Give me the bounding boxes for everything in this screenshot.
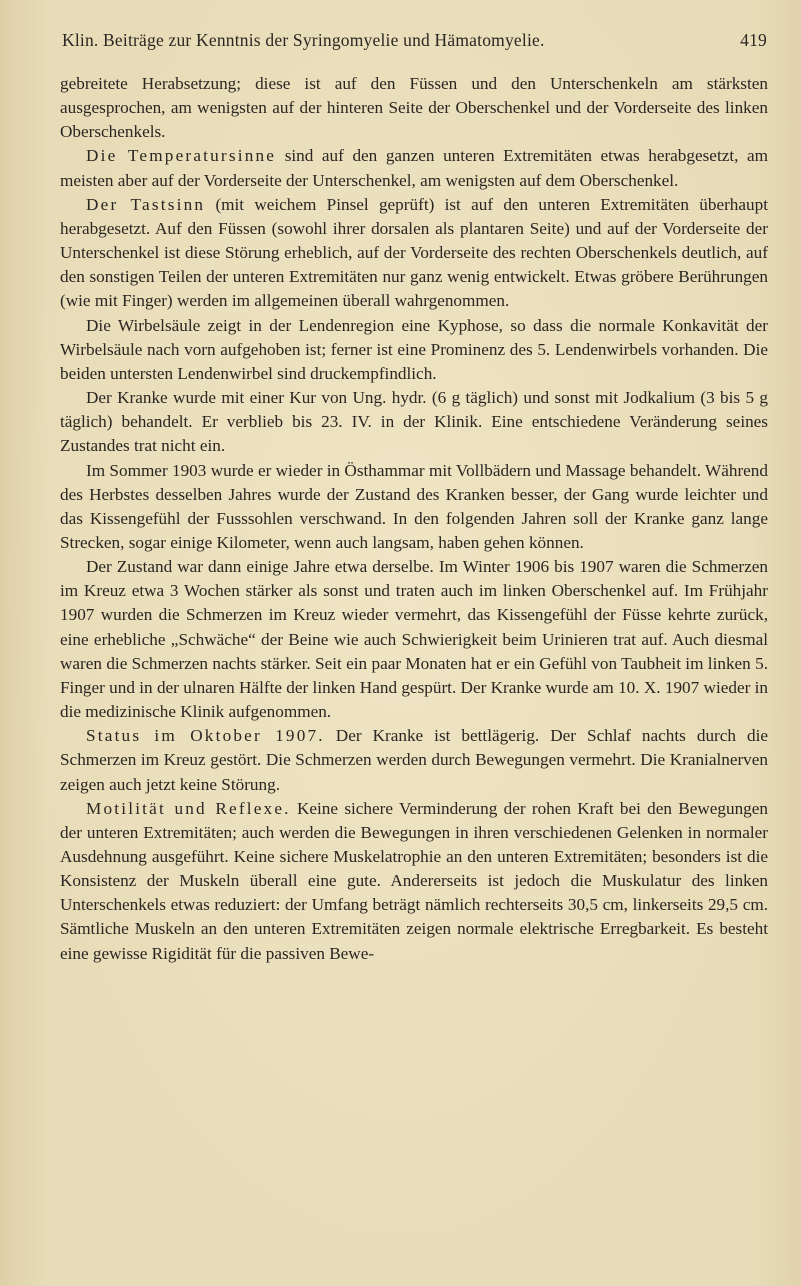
paragraph-wirbelsaeule: [60, 314, 768, 386]
paragraph-lead: Die Temperatursinne: [86, 146, 277, 166]
paragraph-temperatursinne: [60, 144, 768, 192]
paragraph-text: Die Wirbelsäule zeigt in der Lendenregion eine Kyphose, so dass die normale Konkavität der Wirbelsäule nach vorn aufgehoben ist; ferner ist eine Prominenz des 5. Lendenwirbels vorhanden. Die beiden untersten Lendenwirbel sind druckempfindlich.: [60, 315, 768, 383]
paragraph-text: Der Kranke ist bettlägerig. Der Schlaf nachts durch die Schmerzen im Kreuz gestört. Die Schmerzen werden durch Bewegungen vermehrt. Die Kranialnerven zeigen auch jetzt keine Störung.: [60, 726, 768, 794]
paragraph-sommer-1903: [60, 459, 768, 556]
paragraph-status: [60, 724, 768, 796]
paragraph-text: (mit weichem Pinsel geprüft) ist auf den unteren Extremitäten überhaupt herabgesetzt. Auf den Füssen (sowohl ihrer dorsalen als plantaren Seite) und auf der Vorderseite der Unterschenkel ist diese Störung erheblich, auf der Vorderseite des rechten Oberschenkels deutlich, auf den sonstigen Teilen der unteren Extremitäten nur ganz wenig entwickelt. Etwas gröbere Berührungen (wie mit Finger) werden im allgemeinen überall wahrgenommen.: [60, 194, 768, 311]
running-title: Klin. Beiträge zur Kenntnis der Syringomyelie und Hämatomyelie.: [62, 30, 545, 50]
paragraph-lead: Status im Oktober 1907.: [86, 726, 325, 746]
page-number: 419: [740, 30, 767, 50]
paragraph-tastsinn: [60, 193, 768, 314]
paragraph-text: Der Zustand war dann einige Jahre etwa derselbe. Im Winter 1906 bis 1907 waren die Schmerzen im Kreuz etwa 3 Wochen stärker als sonst und traten auch im linken Oberschenkel auf. Im Frühjahr 1907 wurden die Schmerzen im Kreuz wieder vermehrt, das Kissengefühl der Füsse kehrte zurück, eine erhebliche „Schwäche“ der Beine wie auch Schwierigkeit beim Urinieren trat auf. Auch diesmal waren die Schmerzen nachts stärker. Seit ein paar Monaten hat er ein Gefühl von Taubheit im linken 5. Finger und in der ulnaren Hälfte der linken Hand gespürt. Der Kranke wurde am 10. X. 1907 wieder in die medizinische Klinik aufgenommen.: [60, 557, 768, 722]
paragraph-text: sind auf den ganzen unteren Extremitäten etwas herabgesetzt, am meisten aber auf der Vorderseite der Unterschenkel, am wenigsten auf dem Oberschenkel.: [60, 146, 768, 190]
paragraph-lead: Der Tastsinn: [86, 194, 206, 214]
paragraph-text: Im Sommer 1903 wurde er wieder in Östhammar mit Vollbädern und Massage behandelt. Während des Herbstes desselben Jahres wurde der Zustand des Kranken besser, der Gang wurde leichter und das Kissengefühl der Fusssohlen verschwand. In den folgenden Jahren soll der Kranke ganz lange Strecken, sogar einige Kilometer, wenn auch langsam, haben gehen können.: [60, 460, 768, 552]
paragraph: [60, 72, 768, 144]
paragraph-text: Keine sichere Verminderung der rohen Kraft bei den Bewegungen der unteren Extremitäten; auch werden die Bewegungen in ihren verschiedenen Gelenken in normaler Ausdehnung ausgeführt. Keine sichere Muskelatrophie an den unteren Extremitäten; besonders ist die Konsistenz der Muskeln überall eine gute. Andererseits ist jedoch die Muskulatur des linken Unterschenkels etwas reduziert: der Umfang beträgt nämlich rechterseits 30,5 cm, linkerseits 29,5 cm. Sämtliche Muskeln an den unteren Extremitäten zeigen normale elektrische Erregbarkeit. Es besteht eine gewisse Rigidität für die passiven Bewe-: [60, 798, 769, 963]
page-header: [62, 30, 767, 58]
paragraph-zustand: [60, 555, 768, 724]
paragraph-text: gebreitete Herabsetzung; diese ist auf den Füssen und den Unterschenkeln am stärksten ausgesprochen, am wenigsten auf der hinteren Seite der Oberschenkel und der Vorderseite des linken Oberschenkels.: [60, 74, 768, 142]
paragraph-lead: Motilität und Reflexe.: [86, 798, 291, 818]
body-text: [60, 72, 768, 966]
paragraph-motilitaet: [60, 797, 768, 966]
paragraph-text: Der Kranke wurde mit einer Kur von Ung. hydr. (6 g täglich) und sonst mit Jodkalium (3 bis 5 g täglich) behandelt. Er verblieb bis 23. IV. in der Klinik. Eine entschiedene Veränderung seines Zustandes trat nicht ein.: [60, 388, 768, 456]
paragraph-behandlung: [60, 386, 768, 458]
